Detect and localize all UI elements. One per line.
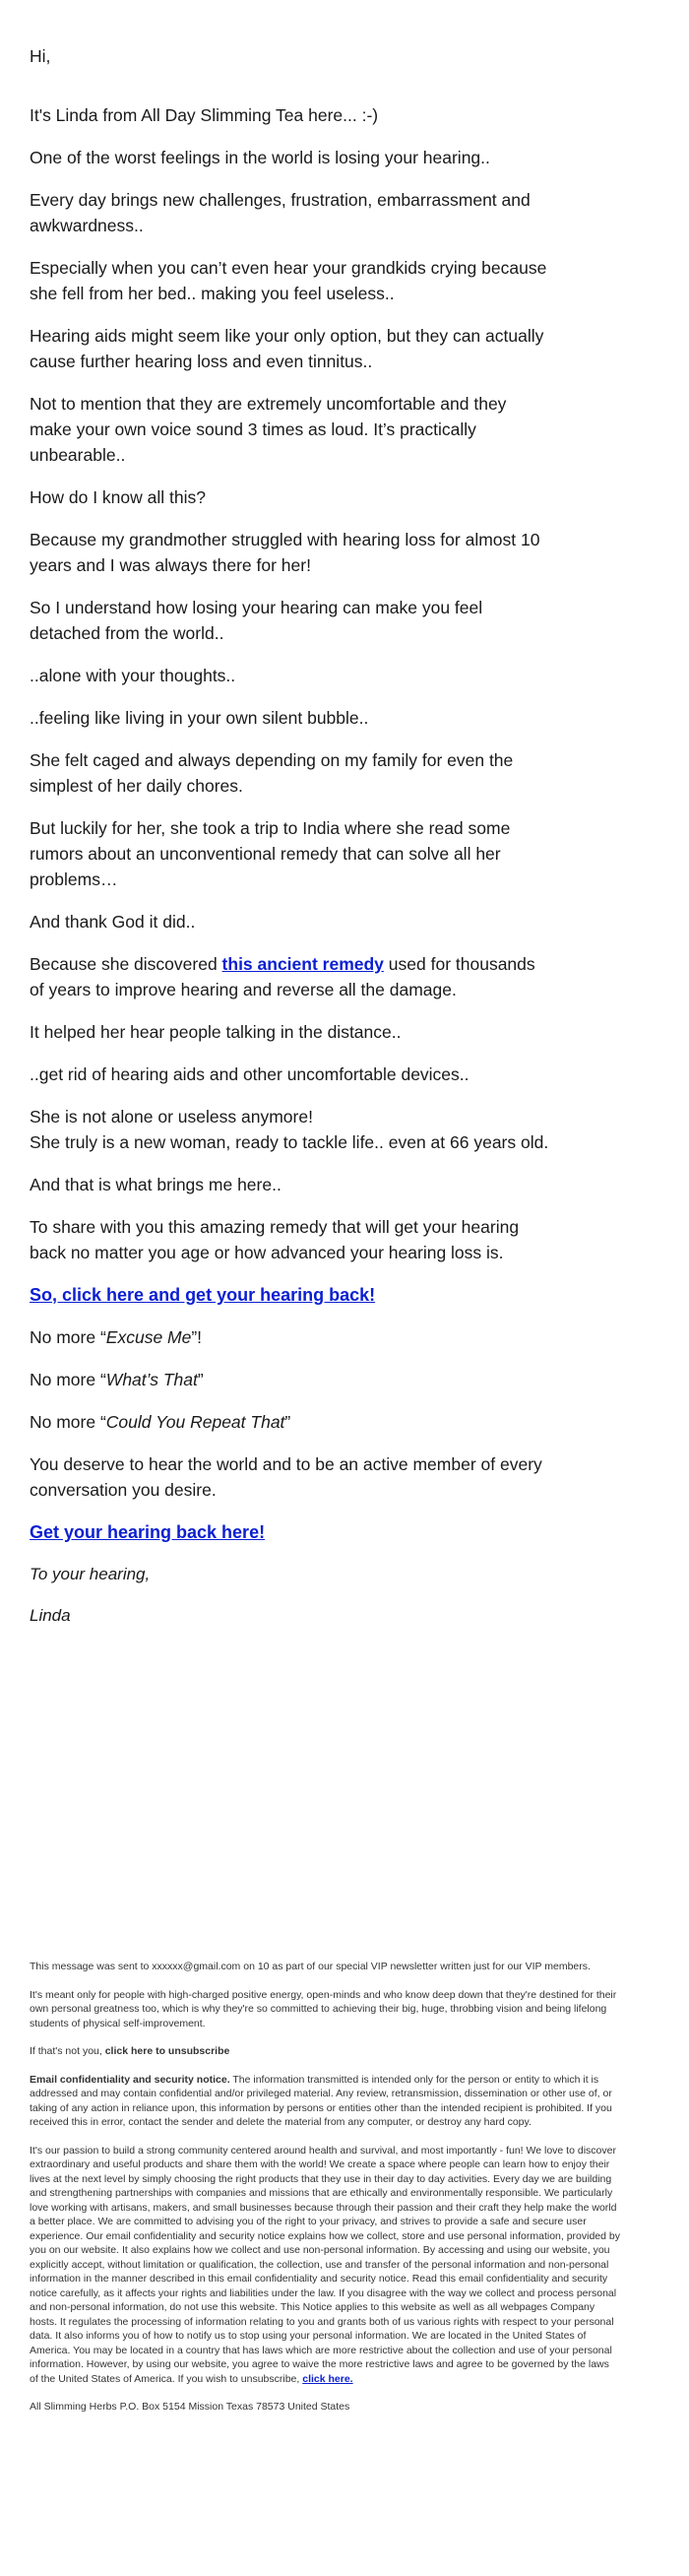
no-more-2-suffix: ” (197, 1370, 204, 1389)
paragraph-16: ..get rid of hearing aids and other uncomfortable devices.. (30, 1064, 470, 1084)
no-more-3-suffix: ” (284, 1412, 291, 1432)
footer-meant-for: It's meant only for people with high-charged positive energy, open-minds and who know deep down that they're destined for their own personal greatness too, which is why they're so committed to achieving their big, huge, throbbing vision and being lifelong students of physical self-improvement. (30, 1988, 617, 2029)
no-more-2 (30, 1367, 553, 1392)
no-more-1-suffix: ”! (191, 1327, 203, 1347)
no-more-3-phrase: Could You Repeat That (105, 1412, 285, 1432)
signoff: To your hearing, (30, 1565, 151, 1583)
no-more-1-phrase: Excuse Me (105, 1327, 192, 1347)
paragraph-19: To share with you this amazing remedy that will get your hearing back no matter you age or how advanced your hearing loss is. (30, 1217, 520, 1262)
paragraph-8: So I understand how losing your hearing can make you feel detached from the world.. (30, 598, 483, 643)
cta-1 (30, 1282, 553, 1308)
footer-confidentiality-title: Email confidentiality and security notice. (30, 2073, 230, 2086)
paragraph-14-after: used for thousands of years to improve hearing and reverse all the damage. (30, 954, 535, 999)
no-more-1-prefix: No more “ (30, 1327, 106, 1347)
no-more-2-phrase: What’s That (105, 1370, 198, 1389)
paragraph-1: One of the worst feelings in the world is losing your hearing.. (30, 148, 490, 167)
get-hearing-back-here-link[interactable]: Get your hearing back here! (30, 1522, 266, 1542)
paragraph-10: ..feeling like living in your own silent bubble.. (30, 708, 369, 728)
paragraph-6: How do I know all this? (30, 487, 206, 507)
paragraph-18: And that is what brings me here.. (30, 1175, 282, 1194)
get-hearing-back-link[interactable]: So, click here and get your hearing back! (30, 1285, 376, 1305)
cta-2 (30, 1519, 553, 1545)
no-more-1 (30, 1324, 553, 1350)
paragraph-15: It helped her hear people talking in the distance.. (30, 1022, 402, 1042)
paragraph-11: She felt caged and always depending on my family for even the simplest of her daily chores. (30, 750, 514, 796)
paragraph-17 (30, 1104, 553, 1155)
paragraph-14 (30, 951, 553, 1002)
paragraph-3: Especially when you can’t even hear your grandkids crying because she fell from her bed.. making you feel useless.. (30, 258, 547, 303)
paragraph-13: And thank God it did.. (30, 912, 196, 932)
signature: Linda (30, 1606, 71, 1625)
paragraph-4: Hearing aids might seem like your only option, but they can actually cause further hearing loss and even tinnitus.. (30, 326, 544, 371)
footer-unsubscribe-line (30, 2044, 620, 2059)
paragraph-14-before: Because she discovered (30, 954, 222, 974)
paragraph-2: Every day brings new challenges, frustration, embarrassment and awkwardness.. (30, 190, 531, 235)
paragraph-12: But luckily for her, she took a trip to India where she read some rumors about an unconventional remedy that can solve all her problems… (30, 818, 511, 889)
no-more-3-prefix: No more “ (30, 1412, 106, 1432)
footer-sent-to: This message was sent to xxxxxx@gmail.com on 10 as part of our special VIP newsletter written just for our VIP members. (30, 1961, 591, 1972)
paragraph-5: Not to mention that they are extremely uncomfortable and they make your own voice sound 3 times as loud. It’s practically unbearable.. (30, 394, 507, 465)
paragraph-9: ..alone with your thoughts.. (30, 666, 236, 685)
greeting: Hi, (30, 46, 51, 66)
paragraph-17-line-1: She is not alone or useless anymore! (30, 1107, 313, 1127)
ancient-remedy-link[interactable]: this ancient remedy (221, 954, 384, 974)
paragraph-7: Because my grandmother struggled with hearing loss for almost 10 years and I was always there for her! (30, 530, 540, 575)
footer-passion-text: It's our passion to build a strong community centered around health and survival, and most importantly - fun! We love to discover extraordinary and useful products and share them with the world! We create a space where people can learn how to enjoy their lives at the next level by simply choosing the right products that they use in their day to day activities. Every day we are building and strengthening partnerships with companies and missions that are ethically and environmentally responsible. We particularly love working with artisans, makers, and small businesses because through their passion and their craft they help make the world a better place. We are committed to advising you of the right to your privacy, and strives to provide a safe and secure user experience. Our email confidentiality and security notice explains how we collect, store and use personal information, provided by you on our website. It also explains how we collect and use non-personal information. By accessing and using our website, you explicitly accept, without limitation or qualification, the collection, use and transfer of the personal information and non-personal information in the manner described in this email confidentiality and security notice. Read this email confidentiality and security notice carefully, as it affects your rights and liabilities under the law. If you disagree with the way we collect and process personal and non-personal information, do not use this website. This Notice applies to this website as well as all webpages Company hosts. It regulates the processing of information relating to you and grants both of us various rights with respect to your personal data. It also informs you of how to notify us to stop using your personal information. We are located in the United States of America. You may be located in a country that has laws which are more restrictive about the collection and use of your personal information. However, by using our website, you agree to waive the more restrictive laws and agree to be governed by the laws of the United States of America. If you wish to unsubscribe, (30, 2144, 620, 2385)
footer-unsubscribe-prefix: If that's not you, (30, 2045, 105, 2057)
intro-line: It's Linda from All Day Slimming Tea here... :-) (30, 105, 379, 125)
paragraph-17-line-2: She truly is a new woman, ready to tackle life.. even at 66 years old. (30, 1132, 549, 1152)
footer-confidentiality (30, 2073, 620, 2130)
email-footer (30, 1960, 620, 2428)
footer-unsubscribe-link[interactable]: click here to unsubscribe (104, 2045, 230, 2057)
footer-address: All Slimming Herbs P.O. Box 5154 Mission Texas 78573 United States (30, 2401, 350, 2413)
footer-unsubscribe-click-here-link[interactable]: click here. (302, 2372, 353, 2385)
footer-passion (30, 2144, 620, 2387)
no-more-3 (30, 1409, 553, 1435)
paragraph-20: You deserve to hear the world and to be an active member of every conversation you desire. (30, 1454, 542, 1500)
no-more-2-prefix: No more “ (30, 1370, 106, 1389)
footer-confidentiality-body: The information transmitted is intended only for the person or entity to which it is addressed and may contain confidential and/or privileged material. Any review, retransmission, dissemination or other use of, or taking of any action in reliance upon, this information by persons or entities other than the intended recipient is prohibited. If you received this in error, contact the sender and delete the material from any computer, or destroy any hard copy. (30, 2073, 612, 2128)
